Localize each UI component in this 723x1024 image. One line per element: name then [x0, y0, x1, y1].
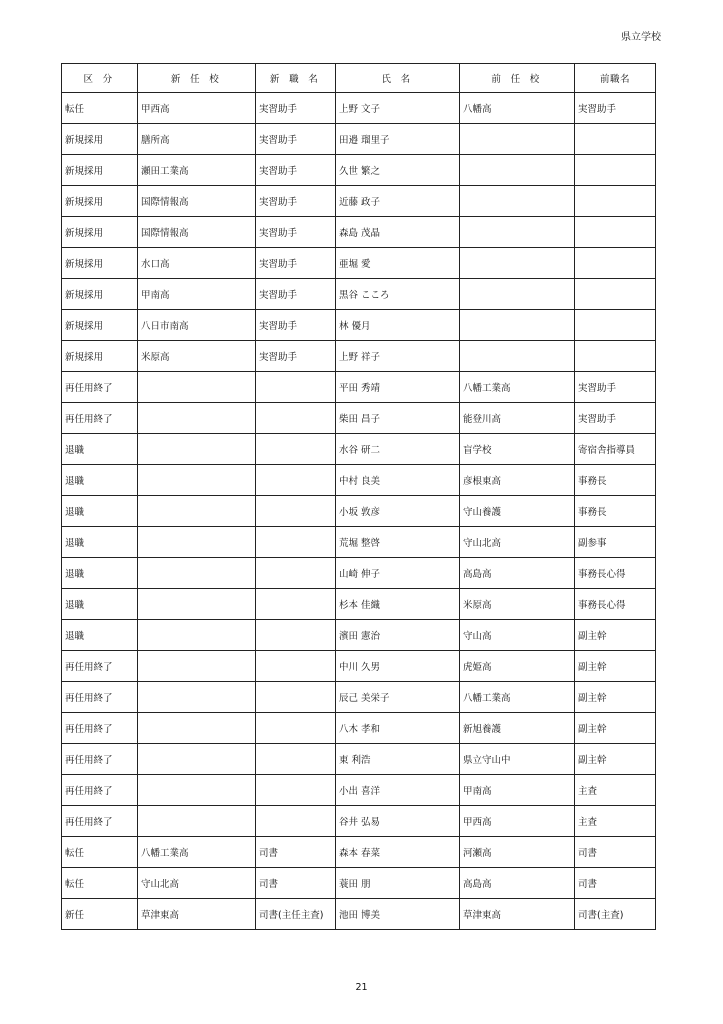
new-school-cell: 米原高	[138, 341, 256, 372]
prev-position-cell: 司書	[575, 837, 656, 868]
name-cell: 山崎 伸子	[336, 558, 460, 589]
name-cell: 森本 春菜	[336, 837, 460, 868]
category-cell: 転任	[62, 868, 138, 899]
new-position-cell	[256, 806, 336, 837]
prev-position-cell: 寄宿舎指導員	[575, 434, 656, 465]
new-position-cell	[256, 496, 336, 527]
table-row	[62, 775, 656, 806]
new-position-cell: 実習助手	[256, 279, 336, 310]
new-school-cell	[138, 403, 256, 434]
new-school-cell	[138, 620, 256, 651]
table-row	[62, 310, 656, 341]
table-row	[62, 496, 656, 527]
table-row	[62, 372, 656, 403]
table-row	[62, 899, 656, 930]
prev-position-cell	[575, 186, 656, 217]
prev-position-cell: 事務長	[575, 465, 656, 496]
prev-school-cell	[460, 279, 575, 310]
category-cell: 退職	[62, 434, 138, 465]
prev-position-cell: 司書	[575, 868, 656, 899]
category-cell: 新規採用	[62, 217, 138, 248]
name-cell: 東 利浩	[336, 744, 460, 775]
table-row	[62, 868, 656, 899]
new-position-cell: 実習助手	[256, 217, 336, 248]
name-cell: 上野 祥子	[336, 341, 460, 372]
prev-school-cell: 高島高	[460, 558, 575, 589]
new-school-cell: 草津東高	[138, 899, 256, 930]
new-position-cell: 実習助手	[256, 155, 336, 186]
prev-position-cell	[575, 310, 656, 341]
table-row	[62, 279, 656, 310]
new-school-cell	[138, 651, 256, 682]
category-cell: 再任用終了	[62, 713, 138, 744]
name-cell: 小出 喜洋	[336, 775, 460, 806]
name-cell: 辰己 美栄子	[336, 682, 460, 713]
new-school-cell: 水口高	[138, 248, 256, 279]
new-position-cell	[256, 372, 336, 403]
new-position-cell	[256, 403, 336, 434]
category-cell: 転任	[62, 93, 138, 124]
prev-school-cell: 高島高	[460, 868, 575, 899]
prev-school-cell	[460, 186, 575, 217]
header-category: 区 分	[62, 64, 138, 93]
name-cell: 平田 秀靖	[336, 372, 460, 403]
page-number: 21	[355, 982, 368, 993]
name-cell: 中村 良美	[336, 465, 460, 496]
prev-school-cell: 八幡工業高	[460, 682, 575, 713]
prev-position-cell: 副主幹	[575, 620, 656, 651]
prev-school-cell: 能登川高	[460, 403, 575, 434]
new-school-cell: 八幡工業高	[138, 837, 256, 868]
name-cell: 水谷 研二	[336, 434, 460, 465]
prev-position-cell	[575, 155, 656, 186]
new-position-cell	[256, 713, 336, 744]
name-cell: 田邉 瑠里子	[336, 124, 460, 155]
table-row	[62, 682, 656, 713]
prev-position-cell: 事務長	[575, 496, 656, 527]
prev-position-cell	[575, 279, 656, 310]
category-cell: 再任用終了	[62, 744, 138, 775]
new-school-cell	[138, 744, 256, 775]
new-position-cell: 実習助手	[256, 186, 336, 217]
prev-school-cell: 守山養護	[460, 496, 575, 527]
prev-position-cell: 副主幹	[575, 651, 656, 682]
name-cell: 黒谷 こころ	[336, 279, 460, 310]
header-new-school: 新 任 校	[138, 64, 256, 93]
name-cell: 濱田 憲治	[336, 620, 460, 651]
name-cell: 八木 孝和	[336, 713, 460, 744]
new-school-cell	[138, 527, 256, 558]
prev-school-cell: 守山北高	[460, 527, 575, 558]
table-row	[62, 651, 656, 682]
category-cell: 新規採用	[62, 124, 138, 155]
new-position-cell: 実習助手	[256, 248, 336, 279]
category-cell: 新任	[62, 899, 138, 930]
category-cell: 再任用終了	[62, 775, 138, 806]
table-row	[62, 620, 656, 651]
personnel-table	[61, 63, 656, 930]
table-row	[62, 434, 656, 465]
category-cell: 再任用終了	[62, 806, 138, 837]
name-cell: 上野 文子	[336, 93, 460, 124]
new-position-cell: 実習助手	[256, 310, 336, 341]
table-row	[62, 93, 656, 124]
new-position-cell	[256, 620, 336, 651]
prev-position-cell: 事務長心得	[575, 558, 656, 589]
new-school-cell: 国際情報高	[138, 217, 256, 248]
category-cell: 退職	[62, 465, 138, 496]
category-cell: 退職	[62, 527, 138, 558]
category-cell: 退職	[62, 589, 138, 620]
new-school-cell	[138, 713, 256, 744]
new-position-cell: 司書	[256, 837, 336, 868]
category-cell: 退職	[62, 620, 138, 651]
prev-position-cell	[575, 341, 656, 372]
name-cell: 池田 博美	[336, 899, 460, 930]
category-cell: 新規採用	[62, 310, 138, 341]
prev-position-cell	[575, 248, 656, 279]
new-position-cell: 実習助手	[256, 341, 336, 372]
prev-school-cell: 県立守山中	[460, 744, 575, 775]
prev-position-cell	[575, 124, 656, 155]
new-position-cell: 実習助手	[256, 93, 336, 124]
new-position-cell	[256, 744, 336, 775]
new-school-cell: 国際情報高	[138, 186, 256, 217]
table-row	[62, 124, 656, 155]
prev-school-cell: 河瀬高	[460, 837, 575, 868]
table-row	[62, 558, 656, 589]
prev-school-cell: 甲西高	[460, 806, 575, 837]
table-row	[62, 806, 656, 837]
prev-school-cell	[460, 124, 575, 155]
new-school-cell: 八日市南高	[138, 310, 256, 341]
table-row	[62, 186, 656, 217]
prev-position-cell: 実習助手	[575, 93, 656, 124]
prev-school-cell	[460, 341, 575, 372]
prev-position-cell	[575, 217, 656, 248]
category-cell: 新規採用	[62, 248, 138, 279]
prev-school-cell: 盲学校	[460, 434, 575, 465]
name-cell: 久世 繁之	[336, 155, 460, 186]
table-row	[62, 217, 656, 248]
table-body	[62, 93, 656, 930]
table-row	[62, 465, 656, 496]
category-cell: 再任用終了	[62, 682, 138, 713]
name-cell: 柴田 昌子	[336, 403, 460, 434]
category-cell: 新規採用	[62, 186, 138, 217]
name-cell: 小坂 敦彦	[336, 496, 460, 527]
header-new-position: 新 職 名	[256, 64, 336, 93]
prev-position-cell: 主査	[575, 775, 656, 806]
category-cell: 再任用終了	[62, 403, 138, 434]
new-school-cell: 瀬田工業高	[138, 155, 256, 186]
prev-position-cell: 副主幹	[575, 713, 656, 744]
prev-school-cell: 守山高	[460, 620, 575, 651]
new-position-cell: 司書(主任主査)	[256, 899, 336, 930]
header-prev-school: 前 任 校	[460, 64, 575, 93]
prev-school-cell: 甲南高	[460, 775, 575, 806]
prev-school-cell: 草津東高	[460, 899, 575, 930]
prev-school-cell	[460, 217, 575, 248]
prev-school-cell: 彦根東高	[460, 465, 575, 496]
name-cell: 林 優月	[336, 310, 460, 341]
table-row	[62, 713, 656, 744]
table-row	[62, 527, 656, 558]
category-cell: 退職	[62, 558, 138, 589]
new-school-cell	[138, 775, 256, 806]
category-cell: 新規採用	[62, 279, 138, 310]
new-position-cell	[256, 527, 336, 558]
prev-school-cell: 新旭養護	[460, 713, 575, 744]
prev-position-cell: 実習助手	[575, 403, 656, 434]
category-cell: 退職	[62, 496, 138, 527]
new-position-cell	[256, 682, 336, 713]
new-school-cell: 甲南高	[138, 279, 256, 310]
prev-position-cell: 副主幹	[575, 744, 656, 775]
new-school-cell	[138, 372, 256, 403]
table-row	[62, 744, 656, 775]
category-cell: 新規採用	[62, 341, 138, 372]
new-school-cell	[138, 806, 256, 837]
name-cell: 中川 久男	[336, 651, 460, 682]
name-cell: 近藤 政子	[336, 186, 460, 217]
name-cell: 亜堀 愛	[336, 248, 460, 279]
category-cell: 転任	[62, 837, 138, 868]
prev-position-cell: 主査	[575, 806, 656, 837]
new-position-cell	[256, 651, 336, 682]
prev-school-cell: 八幡工業高	[460, 372, 575, 403]
new-position-cell: 実習助手	[256, 124, 336, 155]
prev-position-cell: 実習助手	[575, 372, 656, 403]
category-cell: 新規採用	[62, 155, 138, 186]
header-name: 氏 名	[336, 64, 460, 93]
name-cell: 荒堀 整啓	[336, 527, 460, 558]
name-cell: 杉本 佳織	[336, 589, 460, 620]
table-row	[62, 155, 656, 186]
table-row	[62, 837, 656, 868]
prev-school-cell: 虎姫高	[460, 651, 575, 682]
new-school-cell	[138, 434, 256, 465]
name-cell: 森島 茂晶	[336, 217, 460, 248]
name-cell: 蓑田 朋	[336, 868, 460, 899]
table-row	[62, 248, 656, 279]
category-cell: 再任用終了	[62, 372, 138, 403]
new-position-cell	[256, 465, 336, 496]
name-cell: 谷井 弘易	[336, 806, 460, 837]
new-position-cell	[256, 558, 336, 589]
prev-position-cell: 副参事	[575, 527, 656, 558]
new-school-cell	[138, 496, 256, 527]
new-school-cell	[138, 682, 256, 713]
header-prev-position: 前職名	[575, 64, 656, 93]
prev-school-cell: 八幡高	[460, 93, 575, 124]
new-school-cell	[138, 465, 256, 496]
prev-position-cell: 事務長心得	[575, 589, 656, 620]
new-position-cell	[256, 775, 336, 806]
new-school-cell	[138, 589, 256, 620]
prev-position-cell: 司書(主査)	[575, 899, 656, 930]
table-header-row	[62, 64, 656, 93]
new-school-cell	[138, 558, 256, 589]
new-position-cell: 司書	[256, 868, 336, 899]
prev-school-cell	[460, 310, 575, 341]
table-row	[62, 341, 656, 372]
prev-school-cell	[460, 155, 575, 186]
new-position-cell	[256, 434, 336, 465]
table-row	[62, 403, 656, 434]
prev-position-cell: 副主幹	[575, 682, 656, 713]
prev-school-cell: 米原高	[460, 589, 575, 620]
new-position-cell	[256, 589, 336, 620]
new-school-cell: 甲西高	[138, 93, 256, 124]
table-row	[62, 589, 656, 620]
category-cell: 再任用終了	[62, 651, 138, 682]
corner-label: 県立学校	[621, 32, 661, 43]
new-school-cell: 膳所高	[138, 124, 256, 155]
new-school-cell: 守山北高	[138, 868, 256, 899]
prev-school-cell	[460, 248, 575, 279]
